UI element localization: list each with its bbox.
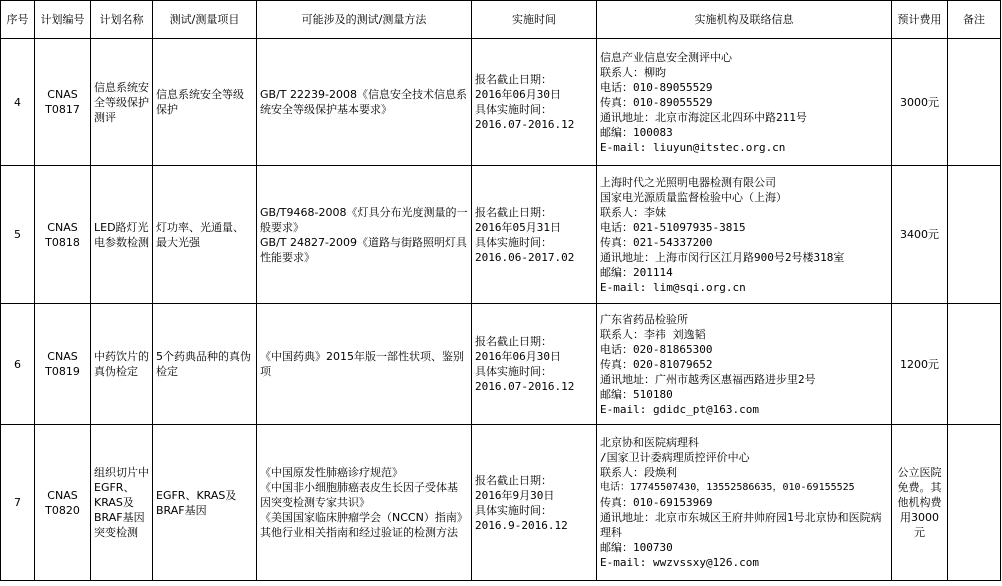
row-time [472,166,597,304]
org-line: E-mail: wwzvssxy@126.com [600,556,759,569]
method-line: GB/T9468-2008《灯具分布光度测量的一般要求》 [260,205,468,234]
header-method: 可能涉及的测试/测量方法 [257,1,472,39]
org-line: E-mail: liuyun@itstec.org.cn [600,140,786,154]
org-line: 电话：010-89055529 [600,80,713,94]
row-plan-no [35,425,91,581]
time-line: 报名截止日期： [475,205,552,219]
plan-no-line: CNAS [47,220,78,234]
org-line: 邮编：100083 [600,125,673,139]
plan-no-line: CNAS [47,350,78,363]
method-line: 《美国国家临床肿瘤学会（NCCN）指南》 [260,511,468,524]
row-plan-name: 信息系统安全等级保护测评 [91,39,153,166]
method-line: 《中国非小细胞肺癌表皮生长因子受体基因突变检测专家共识》 [260,481,458,509]
row-seq: 7 [1,425,35,581]
method-line: GB/T 24827-2009《道路与街路照明灯具性能要求》 [260,235,467,264]
row-note [948,166,1001,304]
org-line: /国家卫计委病理质控评价中心 [600,451,750,464]
org-line: 信息产业信息安全测评中心 [600,50,732,64]
time-line: 具体实施时间： [475,235,552,249]
time-line: 报名截止日期： [475,73,552,86]
org-line: 电话：17745507430，13552586635，010-69155525 [600,482,855,493]
time-line: 报名截止日期： [475,473,552,487]
table-row [1,304,1001,425]
method-line: 《中国药典》2015年版一部性状项、鉴别项 [260,350,464,378]
time-line: 2016年9月30日 [475,488,555,502]
row-plan-name: 组织切片中EGFR、KRAS及BRAF基因突变检测 [91,425,153,581]
time-line: 具体实施时间： [475,103,552,116]
org-line: 通讯地址：北京市东城区王府井帅府园1号北京协和医院病理科 [600,511,882,539]
row-org [597,425,892,581]
method-line: 《中国原发性肺癌诊疗规范》 [260,466,403,479]
time-line: 2016.07-2016.12 [475,380,575,393]
header-plan-name: 计划名称 [91,1,153,39]
plan-no-line: T0819 [45,365,80,378]
header-seq: 序号 [1,1,35,39]
time-line: 2016.9-2016.12 [475,518,568,532]
row-org [597,304,892,425]
row-method [257,39,472,166]
row-time [472,304,597,425]
row-test-item: 5个药典品种的真伪检定 [153,304,257,425]
plan-no-line: T0820 [45,503,80,517]
org-line: 联系人：李妹 [600,205,666,219]
org-line: 联系人：李祎 刘逸韬 [600,327,706,341]
method-line: 其他行业相关指南和经过验证的检测方法 [260,526,458,539]
org-line: 联系人：柳昀 [600,65,666,79]
org-line: 上海时代之光照明电器检测有限公司 [600,175,776,189]
org-line: 联系人：段焕利 [600,466,677,479]
row-note [948,304,1001,425]
row-seq: 5 [1,166,35,304]
plan-no-line: CNAS [47,88,78,101]
org-line: 北京协和医院病理科 [600,436,699,449]
row-fee: 3400元 [892,166,948,304]
row-test-item: 灯功率、光通量、最大光强 [153,166,257,304]
row-time [472,39,597,166]
row-plan-no [35,39,91,166]
row-fee: 3000元 [892,39,948,166]
header-fee: 预计费用 [892,1,948,39]
org-line: 传真：010-69153969 [600,496,713,509]
header-test-item: 测试/测量项目 [153,1,257,39]
plan-no-line: CNAS [47,488,78,502]
row-org [597,166,892,304]
header-note: 备注 [948,1,1001,39]
table-row [1,425,1001,581]
org-line: 广东省药品检验所 [600,312,688,326]
row-seq: 4 [1,39,35,166]
time-line: 报名截止日期： [475,335,552,348]
org-line: 传真：010-89055529 [600,95,713,109]
org-line: 电话：021-51097935-3815 [600,220,746,234]
row-fee: 公立医院免费。其他机构费用3000元 [892,425,948,581]
row-test-item: 信息系统安全等级保护 [153,39,257,166]
plan-no-line: T0817 [45,103,80,116]
row-time [472,425,597,581]
row-note [948,425,1001,581]
header-plan-no: 计划编号 [35,1,91,39]
org-line: 国家电光源质量监督检验中心（上海） [600,190,787,204]
row-method [257,425,472,581]
org-line: 电话：020-81865300 [600,342,713,356]
header-time: 实施时间 [472,1,597,39]
org-line: E-mail: gdidc_pt@163.com [600,402,759,416]
org-line: 通讯地址：上海市闵行区江月路900号2号楼318室 [600,250,845,264]
org-line: 通讯地址：北京市海淀区北四环中路211号 [600,110,807,124]
table-row [1,166,1001,304]
org-line: 邮编：201114 [600,265,673,279]
org-line: E-mail: lim@sqi.org.cn [600,280,746,294]
row-method [257,304,472,425]
plan-no-line: T0818 [45,235,80,249]
row-note [948,39,1001,166]
row-plan-no [35,166,91,304]
org-line: 传真：020-81079652 [600,357,713,371]
time-line: 2016年06月30日 [475,88,561,101]
row-plan-name: 中药饮片的真伪检定 [91,304,153,425]
row-plan-no [35,304,91,425]
header-row [1,1,1001,39]
row-plan-name: LED路灯光电参数检测 [91,166,153,304]
time-line: 2016年06月30日 [475,350,561,363]
org-line: 传真：021-54337200 [600,235,713,249]
header-org: 实施机构及联络信息 [597,1,892,39]
method-line: GB/T 22239-2008《信息安全技术信息系统安全等级保护基本要求》 [260,88,467,116]
row-method [257,166,472,304]
time-line: 具体实施时间： [475,365,552,378]
org-line: 邮编：510180 [600,387,673,401]
time-line: 具体实施时间： [475,503,552,517]
org-line: 通讯地址：广州市越秀区惠福西路进步里2号 [600,372,816,386]
org-line: 邮编：100730 [600,541,673,554]
row-test-item: EGFR、KRAS及BRAF基因 [153,425,257,581]
row-seq: 6 [1,304,35,425]
row-fee: 1200元 [892,304,948,425]
table-row [1,39,1001,166]
time-line: 2016.07-2016.12 [475,118,575,131]
time-line: 2016.06-2017.02 [475,250,575,264]
time-line: 2016年05月31日 [475,220,561,234]
row-org [597,39,892,166]
